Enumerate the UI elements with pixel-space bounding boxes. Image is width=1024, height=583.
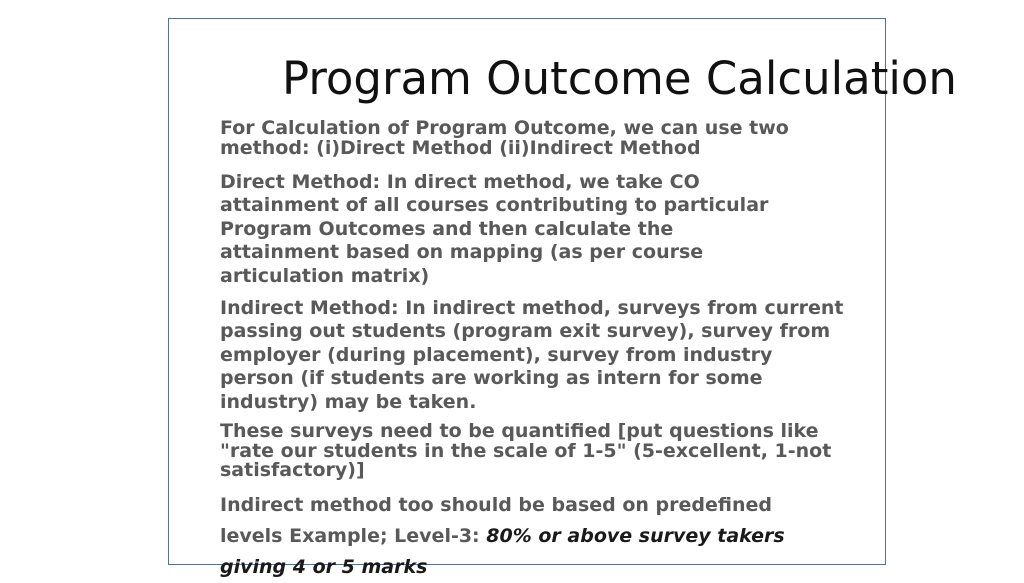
text-line: passing out students (program exit survey), survey from — [220, 320, 831, 343]
text-line: industry) may be taken. — [220, 390, 477, 413]
text-line: These surveys need to be quantified [put questions like — [220, 420, 819, 442]
text-line: employer (during placement), survey from industry — [220, 343, 773, 366]
paragraph-indirect-levels — [220, 490, 860, 583]
text-line: articulation matrix) — [220, 264, 430, 287]
text-line: person (if students are working as intern for some — [220, 367, 763, 390]
text-line: For Calculation of Program Outcome, we can use two — [220, 117, 789, 139]
text-line: satisfactory)] — [220, 459, 365, 481]
level-emphasis-continued: giving 4 or 5 marks — [220, 556, 428, 578]
level-prefix: levels Example; Level-3: — [220, 525, 487, 547]
text-line: method: (i)Direct Method (ii)Indirect Method — [220, 137, 701, 159]
paragraph-survey-quantification — [220, 422, 860, 481]
text-line-emphasis — [220, 552, 860, 583]
text-line: attainment of all courses contributing to particular — [220, 194, 769, 217]
text-line: Program Outcomes and then calculate the — [220, 217, 674, 240]
text-line: attainment based on mapping (as per course — [220, 241, 704, 264]
text-line: Indirect Method: In indirect method, surveys from current — [220, 297, 844, 319]
text-line: "rate our students in the scale of 1-5" (5-excellent, 1-not — [220, 439, 832, 462]
text-line-level-example — [220, 521, 860, 552]
text-line: Indirect method too should be based on predefined — [220, 494, 773, 516]
slide-title: Program Outcome Calculation — [282, 52, 957, 105]
level-emphasis: 80% or above survey takers — [486, 525, 785, 547]
paragraph-calculation-methods — [220, 118, 860, 158]
text-line: Direct Method: In direct method, we take CO — [220, 171, 700, 193]
paragraph-direct-method — [220, 171, 860, 288]
paragraph-indirect-method — [220, 297, 860, 414]
